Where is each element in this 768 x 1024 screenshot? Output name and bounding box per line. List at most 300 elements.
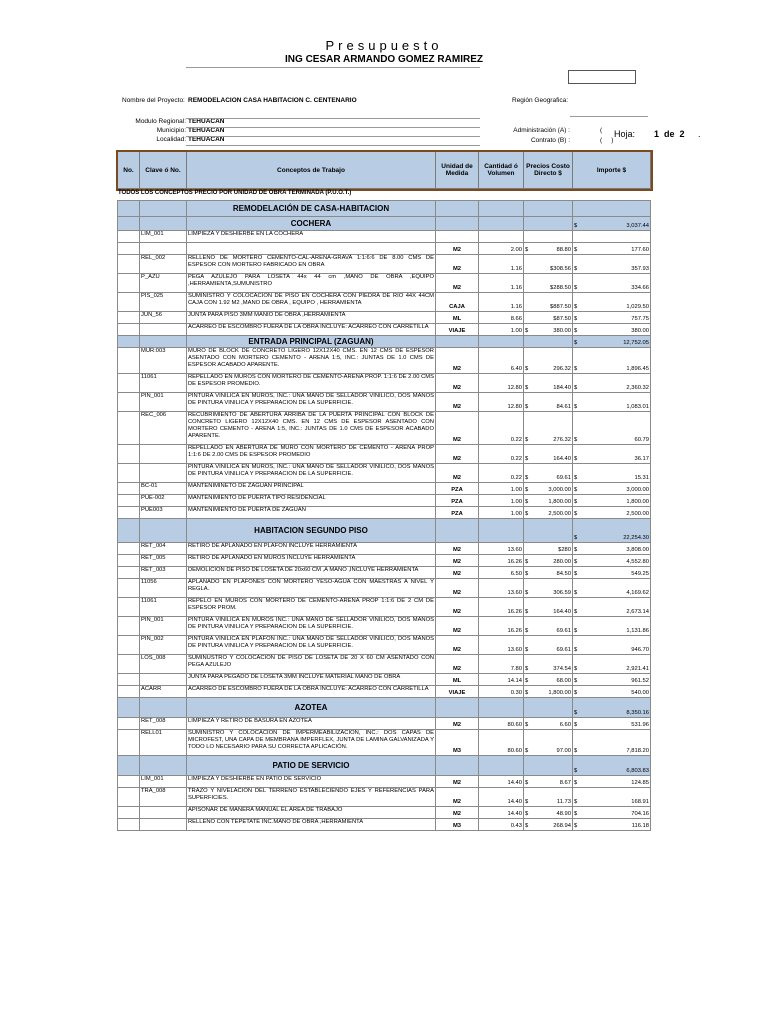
table-row xyxy=(118,567,651,579)
info-line-2 xyxy=(186,127,480,128)
row-concept: RETIRO DE APLANADO EN PLAFON INCLUYE HERRAMIENTA xyxy=(187,543,436,555)
currency-sign: $ xyxy=(525,404,529,410)
row-number xyxy=(118,655,140,674)
col-clave: Clave ó No. xyxy=(140,152,187,189)
row-price xyxy=(524,445,573,464)
row-quantity: 1.16 xyxy=(479,293,524,312)
row-amount xyxy=(573,579,651,598)
row-number xyxy=(118,255,140,274)
row-number xyxy=(118,495,140,507)
municipio-label: Municipio: xyxy=(156,127,186,134)
currency-sign: $ xyxy=(525,366,529,372)
currency-sign: $ xyxy=(574,628,578,634)
row-amount xyxy=(573,464,651,483)
row-quantity: 1.16 xyxy=(479,274,524,293)
row-concept: REPELLADO EN ABERTURA DE MURO CON MORTERO DE CEMENTO - ARENA PROP 1:1:6 DE 2.00 CMS DE ESPESOR PROMEDIO xyxy=(187,445,436,464)
row-clave xyxy=(140,807,187,819)
currency-sign: $ xyxy=(525,799,529,805)
row-number xyxy=(118,507,140,519)
row-price xyxy=(524,655,573,674)
row-price xyxy=(524,636,573,655)
row-amount xyxy=(573,555,651,567)
row-price xyxy=(524,686,573,698)
row-amount xyxy=(573,445,651,464)
row-concept: MANTENIMIENTO DE PUERTA DE ZAGUAN xyxy=(187,507,436,519)
row-clave: TRA_008 xyxy=(140,788,187,807)
info-line-4 xyxy=(186,145,480,146)
row-price xyxy=(524,412,573,445)
row-price-value: 296.32 xyxy=(553,366,571,372)
section-cell xyxy=(524,201,573,217)
section-cell xyxy=(479,217,524,231)
row-concept: SUMINISTRO Y COLOCACION DE IMPERMEABILIZACION, INC.: DOS CAPAS DE MICROFEST, UNA CAPA DE MEMBRANA IMPERFLEX, JUNTA DE LAMINA GALVANIZADA Y TODO LO NECESARIO PARA SU CORRECTA APLICACIÓN. xyxy=(187,730,436,756)
row-unit: M3 xyxy=(436,730,479,756)
hoja-label: Hoja: xyxy=(614,129,636,139)
table-row xyxy=(118,617,651,636)
currency-sign: $ xyxy=(574,823,578,829)
section-cell xyxy=(524,336,573,348)
row-clave: PUE003 xyxy=(140,507,187,519)
table-row xyxy=(118,555,651,567)
region-box[interactable] xyxy=(568,70,636,84)
section-total-value: 12,752.05 xyxy=(623,340,649,346)
row-quantity: 80.60 xyxy=(479,718,524,730)
table-row xyxy=(118,674,651,686)
currency-sign: $ xyxy=(574,768,578,774)
currency-sign: $ xyxy=(574,678,578,684)
localidad-label: Localidad: xyxy=(156,136,186,143)
row-number xyxy=(118,348,140,374)
row-price xyxy=(524,617,573,636)
table-row xyxy=(118,393,651,412)
row-quantity: 0.22 xyxy=(479,445,524,464)
table-row xyxy=(118,293,651,312)
row-amount-value: 36.17 xyxy=(634,456,649,462)
row-clave: PIN_001 xyxy=(140,617,187,636)
header-outline xyxy=(116,150,653,191)
row-price xyxy=(524,567,573,579)
col-no: No. xyxy=(118,152,140,189)
row-concept: PINTURA VINILICA EN PLAFON INC.: UNA MANO DE SELLADOR VINILICO, DOS MANOS DE PINTURA VINILICA Y PREPARACION DE LA SUPERFICIE. xyxy=(187,636,436,655)
row-number xyxy=(118,567,140,579)
row-amount xyxy=(573,730,651,756)
row-price xyxy=(524,555,573,567)
row-price xyxy=(524,464,573,483)
row-number xyxy=(118,231,140,243)
row-price-value: $288.50 xyxy=(550,285,571,291)
row-unit: PZA xyxy=(436,483,479,495)
row-price xyxy=(524,543,573,555)
row-amount xyxy=(573,293,651,312)
row-price-value: 1,800.00 xyxy=(548,499,571,505)
row-amount-value: 3,000.00 xyxy=(626,487,649,493)
row-clave: PIN_001 xyxy=(140,393,187,412)
table-row xyxy=(118,312,651,324)
section-cell xyxy=(118,519,140,543)
row-number xyxy=(118,293,140,312)
row-price xyxy=(524,718,573,730)
row-concept: RELLENO CON TEPETATE INC.MANO DE OBRA ,HERRAMIENTA xyxy=(187,819,436,831)
row-concept: RELLENO DE MORTERO CEMENTO-CAL-ARENA-GRAVA 1:1:6:6 DE 8.00 CMS DE ESPESOR CON MORTERO FABRICADO EN OBRA xyxy=(187,255,436,274)
row-quantity: 13.60 xyxy=(479,636,524,655)
project-label: Nombre del Proyecto: xyxy=(122,97,185,104)
row-price-value: 69.61 xyxy=(556,628,571,634)
section-title: ENTRADA PRINCIPAL (ZAGUAN) xyxy=(187,336,436,348)
row-concept: JUNTA PARA PISO 3MM MANIO DE OBRA ,HERRAMIENTA xyxy=(187,312,436,324)
currency-sign: $ xyxy=(574,590,578,596)
currency-sign: $ xyxy=(574,535,578,541)
row-unit: M3 xyxy=(436,819,479,831)
currency-sign: $ xyxy=(525,511,529,517)
row-quantity: 14.40 xyxy=(479,776,524,788)
row-concept: JUNTA PARA PEGADO DE LOSETA 3MM INCLUYE MATERIAL MANO DE OBRA xyxy=(187,674,436,686)
section-cell xyxy=(140,519,187,543)
section-cell xyxy=(118,698,140,718)
row-price-value: $887.50 xyxy=(550,304,571,310)
section-cell xyxy=(118,756,140,776)
row-amount-value: 1,131.86 xyxy=(626,628,649,634)
currency-sign: $ xyxy=(574,722,578,728)
row-clave: JUN_56 xyxy=(140,312,187,324)
row-amount-value: 2,921.41 xyxy=(626,666,649,672)
section-row xyxy=(118,519,651,543)
row-quantity: 1.00 xyxy=(479,495,524,507)
table-row xyxy=(118,274,651,293)
row-price-value: 268.94 xyxy=(553,823,571,829)
row-amount-value: 3,808.00 xyxy=(626,547,649,553)
row-number xyxy=(118,324,140,336)
row-concept: REPELO EN MUROS CON MORTERO DE CEMENTO-ARENA PROP 1:1:6 DE 2 CM DE ESPESOR PROM. xyxy=(187,598,436,617)
section-total xyxy=(573,336,651,348)
currency-sign: $ xyxy=(574,647,578,653)
row-amount-value: 1,800.00 xyxy=(626,499,649,505)
section-total xyxy=(573,756,651,776)
row-quantity: 0.43 xyxy=(479,819,524,831)
row-amount xyxy=(573,374,651,393)
row-unit: M2 xyxy=(436,393,479,412)
row-amount-value: 549.25 xyxy=(631,571,649,577)
row-unit: M2 xyxy=(436,412,479,445)
row-quantity: 1.16 xyxy=(479,255,524,274)
currency-sign: $ xyxy=(525,722,529,728)
row-price xyxy=(524,807,573,819)
row-amount-value: 757.75 xyxy=(631,316,649,322)
row-price-value: 184.40 xyxy=(553,385,571,391)
row-amount xyxy=(573,567,651,579)
row-clave: LIM_001 xyxy=(140,231,187,243)
currency-sign: $ xyxy=(574,710,578,716)
row-quantity: 0.22 xyxy=(479,412,524,445)
row-unit: ML xyxy=(436,312,479,324)
row-price-value: $87.50 xyxy=(553,316,571,322)
row-number xyxy=(118,274,140,293)
section-row xyxy=(118,698,651,718)
currency-sign: $ xyxy=(525,647,529,653)
row-number xyxy=(118,617,140,636)
table-row xyxy=(118,464,651,483)
currency-sign: $ xyxy=(574,437,578,443)
row-price-value: 88.80 xyxy=(556,247,571,253)
row-amount xyxy=(573,674,651,686)
row-amount xyxy=(573,231,651,243)
currency-sign: $ xyxy=(574,811,578,817)
currency-sign: $ xyxy=(574,511,578,517)
row-clave: MUR:003 xyxy=(140,348,187,374)
row-price-value: 68.00 xyxy=(556,678,571,684)
row-concept: REPELLADO EN MUROS CON MORTERO DE CEMENTO-ARENA PROP. 1:1:6 DE 2.00 CMS DE ESPESOR PROMEDIO. xyxy=(187,374,436,393)
section-cell xyxy=(479,698,524,718)
row-price-value: 84.50 xyxy=(556,571,571,577)
table-row xyxy=(118,507,651,519)
row-price xyxy=(524,274,573,293)
row-amount-value: 704.16 xyxy=(631,811,649,817)
row-concept: SUMINISTRO Y COLOCACION DE PISO EN COCHERA CON PIEDRA DE RIO 44X 44CM CAJA CON 1.92 M2 ,MANO DE OBRA , EQUIPO , HERRAMIENTA xyxy=(187,293,436,312)
currency-sign: $ xyxy=(574,328,578,334)
row-amount-value: 2,500.00 xyxy=(626,511,649,517)
row-clave xyxy=(140,445,187,464)
row-amount xyxy=(573,819,651,831)
currency-sign: $ xyxy=(525,385,529,391)
row-price xyxy=(524,495,573,507)
row-quantity: 8.66 xyxy=(479,312,524,324)
row-price-value: 6.60 xyxy=(559,722,571,728)
col-precio: Precios Costo Directo $ xyxy=(524,152,573,189)
currency-sign: $ xyxy=(574,456,578,462)
row-number xyxy=(118,483,140,495)
section-title: COCHERA xyxy=(187,217,436,231)
section-cell xyxy=(140,756,187,776)
row-number xyxy=(118,686,140,698)
row-price xyxy=(524,293,573,312)
col-importe: Importe $ xyxy=(573,152,651,189)
row-unit: M2 xyxy=(436,788,479,807)
row-amount-value: 1,083.01 xyxy=(626,404,649,410)
row-quantity: 16.26 xyxy=(479,617,524,636)
section-row xyxy=(118,336,651,348)
row-concept: PINTURA VINILICA EN MUROS, INC.: UNA MANO DE SELLADOR VINILICO, DOS MANOS DE PINTURA VINILICA Y PREPARACION DE LA SUPERFICIE. xyxy=(187,464,436,483)
table-row xyxy=(118,483,651,495)
row-concept: PEGA AZULEJO PARA LOSETA 44x 44 cm ,MANO DE OBRA ,EQUIPO ,HERRAMIENTA,SUMUNISTRO xyxy=(187,274,436,293)
row-amount xyxy=(573,636,651,655)
row-price-value: 306.59 xyxy=(553,590,571,596)
row-concept: MANTENIMIENTO DE PUERTA TIPO RESIDENCIAL xyxy=(187,495,436,507)
row-unit: M2 xyxy=(436,567,479,579)
row-unit: VIAJE xyxy=(436,686,479,698)
row-amount-value: 946.70 xyxy=(631,647,649,653)
row-price xyxy=(524,393,573,412)
row-quantity: 7.80 xyxy=(479,655,524,674)
row-price-value: 97.00 xyxy=(556,748,571,754)
section-cell xyxy=(479,519,524,543)
section-cell xyxy=(118,201,140,217)
row-amount xyxy=(573,412,651,445)
row-quantity: 14.40 xyxy=(479,788,524,807)
row-amount-value: 334.66 xyxy=(631,285,649,291)
row-clave: RET_003 xyxy=(140,567,187,579)
row-price xyxy=(524,730,573,756)
row-amount-value: 124.85 xyxy=(631,780,649,786)
table-row xyxy=(118,374,651,393)
currency-sign: $ xyxy=(525,609,529,615)
section-cell xyxy=(118,217,140,231)
row-unit: M2 xyxy=(436,598,479,617)
currency-sign: $ xyxy=(525,559,529,565)
col-unidad: Unidad de Medida xyxy=(436,152,479,189)
section-cell xyxy=(436,698,479,718)
currency-sign: $ xyxy=(574,316,578,322)
section-total xyxy=(573,217,651,231)
row-amount-value: 540.00 xyxy=(631,690,649,696)
row-quantity: 13.60 xyxy=(479,543,524,555)
row-quantity: 14.14 xyxy=(479,674,524,686)
hoja-dot: . xyxy=(698,129,701,139)
row-amount-value: 7,818.20 xyxy=(626,748,649,754)
section-cell xyxy=(140,201,187,217)
row-clave: PUE-002 xyxy=(140,495,187,507)
row-amount xyxy=(573,788,651,807)
row-amount xyxy=(573,807,651,819)
row-price xyxy=(524,598,573,617)
section-row xyxy=(118,217,651,231)
row-price-value: $280 xyxy=(558,547,571,553)
row-amount-value: 168.91 xyxy=(631,799,649,805)
row-concept: APISONAR DE MANERA MANUAL EL AREA DE TRABAJO xyxy=(187,807,436,819)
section-cell xyxy=(436,201,479,217)
row-amount-value: 2,360.32 xyxy=(626,385,649,391)
contrato-checkbox[interactable]: ( ) xyxy=(600,137,614,144)
row-concept: ACARREO DE ESCOMBRO FUERA DE LA OBRA INCLUYE: ACARREO CON CARRETILLA xyxy=(187,324,436,336)
row-unit: M2 xyxy=(436,464,479,483)
row-unit: M2 xyxy=(436,655,479,674)
row-concept: RECUBRIMIENTO DE ABERTURA ARRIBA DE LA PUERTA PRINCIPAL CON BLOCK DE CONCRETO LIGERO 12X12X40 CMS. EN 12 CMS DE ESPESOR ASENTADO CON MORTERO CEMENTO - ARENA 1:5, INC.: JUNTAS DE 1.0 CMS DE ESPESOR ACABADO APARENTE. xyxy=(187,412,436,445)
localidad-value: TEHUACAN xyxy=(188,136,225,143)
row-unit: M2 xyxy=(436,445,479,464)
row-number xyxy=(118,374,140,393)
row-unit: M2 xyxy=(436,617,479,636)
row-number xyxy=(118,445,140,464)
row-quantity: 80.60 xyxy=(479,730,524,756)
table-row xyxy=(118,543,651,555)
row-clave: RET_005 xyxy=(140,555,187,567)
row-unit: VIAJE xyxy=(436,324,479,336)
row-amount xyxy=(573,255,651,274)
section-title: HABITACION SEGUNDO PISO xyxy=(187,519,436,543)
row-concept: LIMPIEZA Y DESHIERBE EN PATIO DE SERVICIO xyxy=(187,776,436,788)
row-unit xyxy=(436,231,479,243)
contrato-label: Contrato (B) : xyxy=(530,137,570,144)
row-price xyxy=(524,483,573,495)
section-cell xyxy=(140,698,187,718)
row-unit: ML xyxy=(436,674,479,686)
row-amount-value: 116.18 xyxy=(631,823,649,829)
currency-sign: $ xyxy=(574,285,578,291)
currency-sign: $ xyxy=(525,571,529,577)
currency-sign: $ xyxy=(525,678,529,684)
row-amount xyxy=(573,483,651,495)
row-price xyxy=(524,819,573,831)
row-amount xyxy=(573,507,651,519)
row-unit: M2 xyxy=(436,348,479,374)
section-cell xyxy=(140,217,187,231)
row-price-value: 11.73 xyxy=(556,799,571,805)
table-row xyxy=(118,445,651,464)
section-total-value: 8,350.16 xyxy=(626,710,649,716)
page-title: Presupuesto xyxy=(325,38,443,53)
currency-sign: $ xyxy=(574,571,578,577)
row-clave: 11056 xyxy=(140,579,187,598)
admin-checkbox[interactable]: ( xyxy=(600,127,603,134)
currency-sign: $ xyxy=(574,559,578,565)
currency-sign: $ xyxy=(574,266,578,272)
row-quantity: 6.40 xyxy=(479,348,524,374)
admin-label: Administración (A) : xyxy=(513,127,570,134)
row-unit: M2 xyxy=(436,579,479,598)
row-number xyxy=(118,636,140,655)
currency-sign: $ xyxy=(574,690,578,696)
row-unit: M2 xyxy=(436,718,479,730)
currency-sign: $ xyxy=(525,590,529,596)
row-concept: MANTENIMINETO DE ZAGUAN PRINCIPAL xyxy=(187,483,436,495)
row-amount-value: 2,673.14 xyxy=(626,609,649,615)
row-clave: RELL01 xyxy=(140,730,187,756)
currency-sign: $ xyxy=(525,628,529,634)
section-cell xyxy=(479,756,524,776)
row-concept: PINTURA VINILICA EN MUROS INC.: UNA MANO DE SELLADOR VINILICO, DOS MANOS DE PINTURA VINILICA Y PREPARACION DE LA SUPERFICIE. xyxy=(187,617,436,636)
currency-sign: $ xyxy=(574,304,578,310)
row-concept: TRAZO Y NIVELACION DEL TERRENO ESTABLECIENDO EJES Y REFERENCIAS PARA SUPERFICIES. xyxy=(187,788,436,807)
row-quantity: 0.30 xyxy=(479,686,524,698)
currency-sign: $ xyxy=(574,404,578,410)
row-clave: PIN_002 xyxy=(140,636,187,655)
row-number xyxy=(118,674,140,686)
row-concept xyxy=(187,243,436,255)
currency-sign: $ xyxy=(525,247,529,253)
project-value: REMODELACION CASA HABITACION C. CENTENARIO xyxy=(188,97,357,104)
row-unit: M2 xyxy=(436,374,479,393)
currency-sign: $ xyxy=(525,499,529,505)
row-price-value: 3,000.00 xyxy=(548,487,571,493)
currency-sign: $ xyxy=(525,780,529,786)
table-row xyxy=(118,579,651,598)
row-quantity: 1.00 xyxy=(479,324,524,336)
info-line-1 xyxy=(186,118,480,119)
row-number xyxy=(118,819,140,831)
section-total-value: 3,037.44 xyxy=(626,223,649,229)
row-concept: DEMOLICIÓN DE PISO DE LOSETA DE 20x60 CM ,A MANO ,INCLUYE HERRAMIENTA xyxy=(187,567,436,579)
row-quantity: 1.00 xyxy=(479,483,524,495)
table-row xyxy=(118,243,651,255)
section-total xyxy=(573,519,651,543)
row-clave: 11061 xyxy=(140,598,187,617)
table-row xyxy=(118,730,651,756)
row-amount-value: 15.31 xyxy=(634,475,649,481)
row-clave: P_AZU xyxy=(140,274,187,293)
row-amount-value: 4,169.62 xyxy=(626,590,649,596)
table-row xyxy=(118,231,651,243)
row-price xyxy=(524,312,573,324)
table-row xyxy=(118,686,651,698)
currency-sign: $ xyxy=(574,385,578,391)
title-divider xyxy=(186,67,480,68)
col-concepto: Conceptos de Trabajo xyxy=(187,152,436,189)
row-quantity: 12.80 xyxy=(479,393,524,412)
section-cell xyxy=(140,336,187,348)
section-row xyxy=(118,756,651,776)
row-amount xyxy=(573,495,651,507)
row-quantity: 2.00 xyxy=(479,243,524,255)
section-cell xyxy=(436,217,479,231)
currency-sign: $ xyxy=(525,748,529,754)
